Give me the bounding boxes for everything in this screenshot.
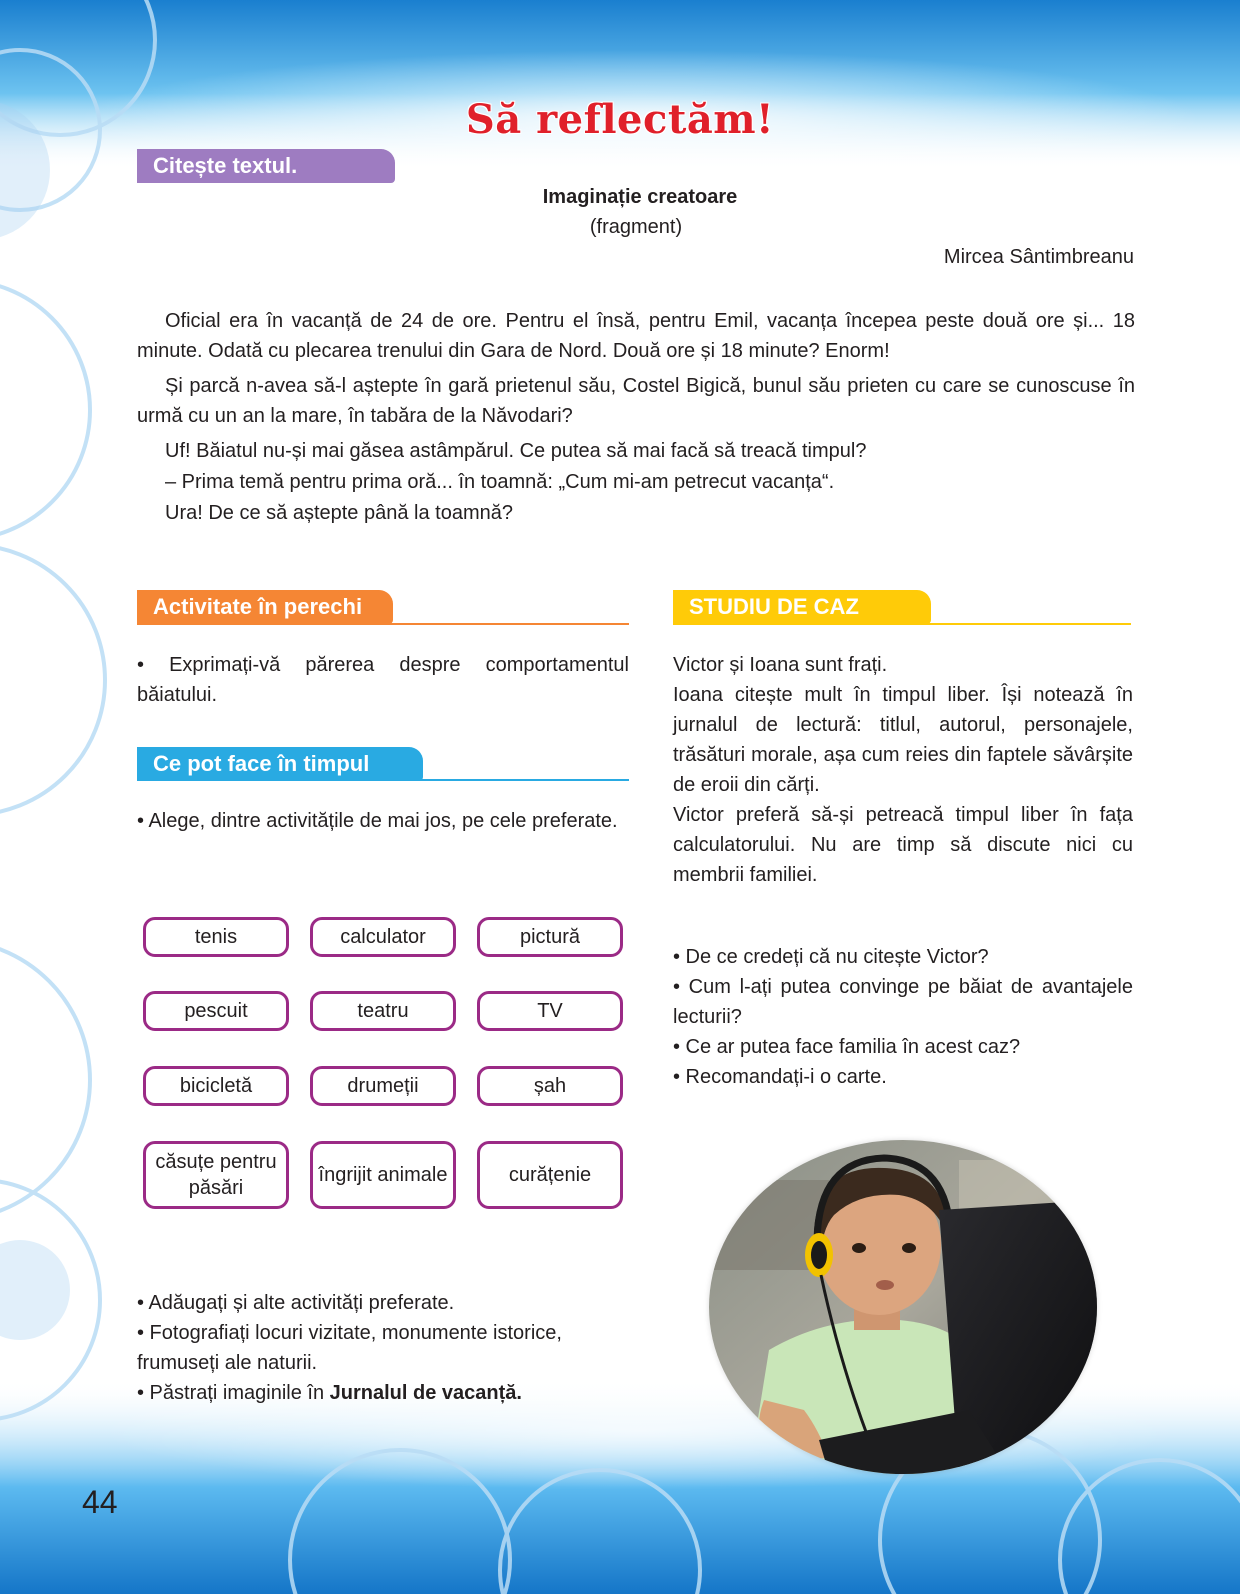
free-time-divider	[137, 779, 629, 781]
pairs-activity-tag: Activitate în perechi	[137, 590, 393, 624]
boy-with-headphones-icon	[709, 1140, 1097, 1474]
case-study-line: Ioana citește mult în timpul liber. Își notează în jurnalul de lectură: titlul, autorul, personajele, trăsături morale, așa cum reies din faptele săvârșite de eroii din cărți.	[673, 684, 1133, 796]
list-item: • Adăugați și alte activități preferate.	[137, 1292, 455, 1314]
activity-pill: șah	[477, 1066, 623, 1106]
free-time-bullet: • Alege, dintre activitățile de mai jos, pe cele preferate.	[137, 810, 618, 832]
question-item: • De ce credeți că nu citește Victor?	[673, 946, 989, 968]
activity-pill: drumeții	[310, 1066, 456, 1106]
text-author: Mircea Sântimbreanu	[943, 246, 1134, 268]
activity-pill: tenis	[143, 917, 289, 957]
case-study-line: Victor și Ioana sunt frați.	[673, 654, 888, 676]
journal-name: Jurnalul de vacanță.	[329, 1382, 522, 1404]
text-paragraph: Uf! Băiatul nu-și mai găsea astâmpărul. Ce putea să mai facă să treacă timpul?	[165, 440, 867, 462]
page-number: 44	[82, 1484, 118, 1520]
free-time-tag: Ce pot face în timpul liber?	[137, 747, 423, 781]
text-paragraph: Și parcă n-avea să-l aștepte în gară prietenul său, Costel Bigică, bunul său prieten cu care se cunoscuse în urmă cu un an la mare, în tabăra de la Năvodari?	[137, 375, 1135, 427]
question-item: • Cum l-ați putea convinge pe băiat de avantajele lecturii?	[673, 976, 1133, 1028]
pairs-bullet: • Exprimați-vă părerea despre comportamentul băiatului.	[137, 654, 629, 706]
text-paragraph: Oficial era în vacanță de 24 de ore. Pentru el însă, pentru Emil, vacanța începea peste două ore și... 18 minute. Odată cu plecarea trenului din Gara de Nord. Două ore și 18 minute? Enorm!	[137, 310, 1135, 362]
case-study-line: Victor preferă să-și petreacă timpul liber în fața calculatorului. Nu are timp să discute nici cu membrii familiei.	[673, 804, 1133, 886]
journal-instruction: • Păstrați imaginile în	[137, 1382, 330, 1404]
activity-pill: îngrijit animale	[310, 1141, 456, 1209]
text-paragraph: Ura! De ce să aștepte până la toamnă?	[165, 502, 513, 524]
activity-pill: pescuit	[143, 991, 289, 1031]
read-text-tag: Citește textul.	[137, 149, 395, 183]
boy-at-computer-photo	[709, 1140, 1097, 1474]
list-item: • Fotografiați locuri vizitate, monumente istorice, frumuseți ale naturii.	[137, 1322, 562, 1374]
case-study-divider	[673, 623, 1131, 625]
pairs-divider	[137, 623, 629, 625]
text-title: Imaginație creatoare	[542, 186, 738, 208]
activity-pill: teatru	[310, 991, 456, 1031]
question-item: • Ce ar putea face familia în acest caz?	[673, 1036, 1021, 1058]
case-study-tag: STUDIU DE CAZ	[673, 590, 931, 624]
text-subtitle: (fragment)	[589, 216, 683, 238]
case-study-questions	[673, 942, 1133, 1092]
activity-pill: căsuțe pentru păsări	[143, 1141, 289, 1209]
activity-pill: curățenie	[477, 1141, 623, 1209]
activity-pill: TV	[477, 991, 623, 1031]
activity-pill: pictură	[477, 917, 623, 957]
extra-activities-list	[137, 1288, 647, 1408]
page-title: Să reflectăm!	[465, 96, 775, 143]
activity-pill: bicicletă	[143, 1066, 289, 1106]
question-item: • Recomandați-i o carte.	[673, 1066, 887, 1088]
activity-pill: calculator	[310, 917, 456, 957]
list-item	[137, 1378, 647, 1408]
text-paragraph: – Prima temă pentru prima oră... în toamnă: „Cum mi-am petrecut vacanța“.	[165, 471, 835, 493]
